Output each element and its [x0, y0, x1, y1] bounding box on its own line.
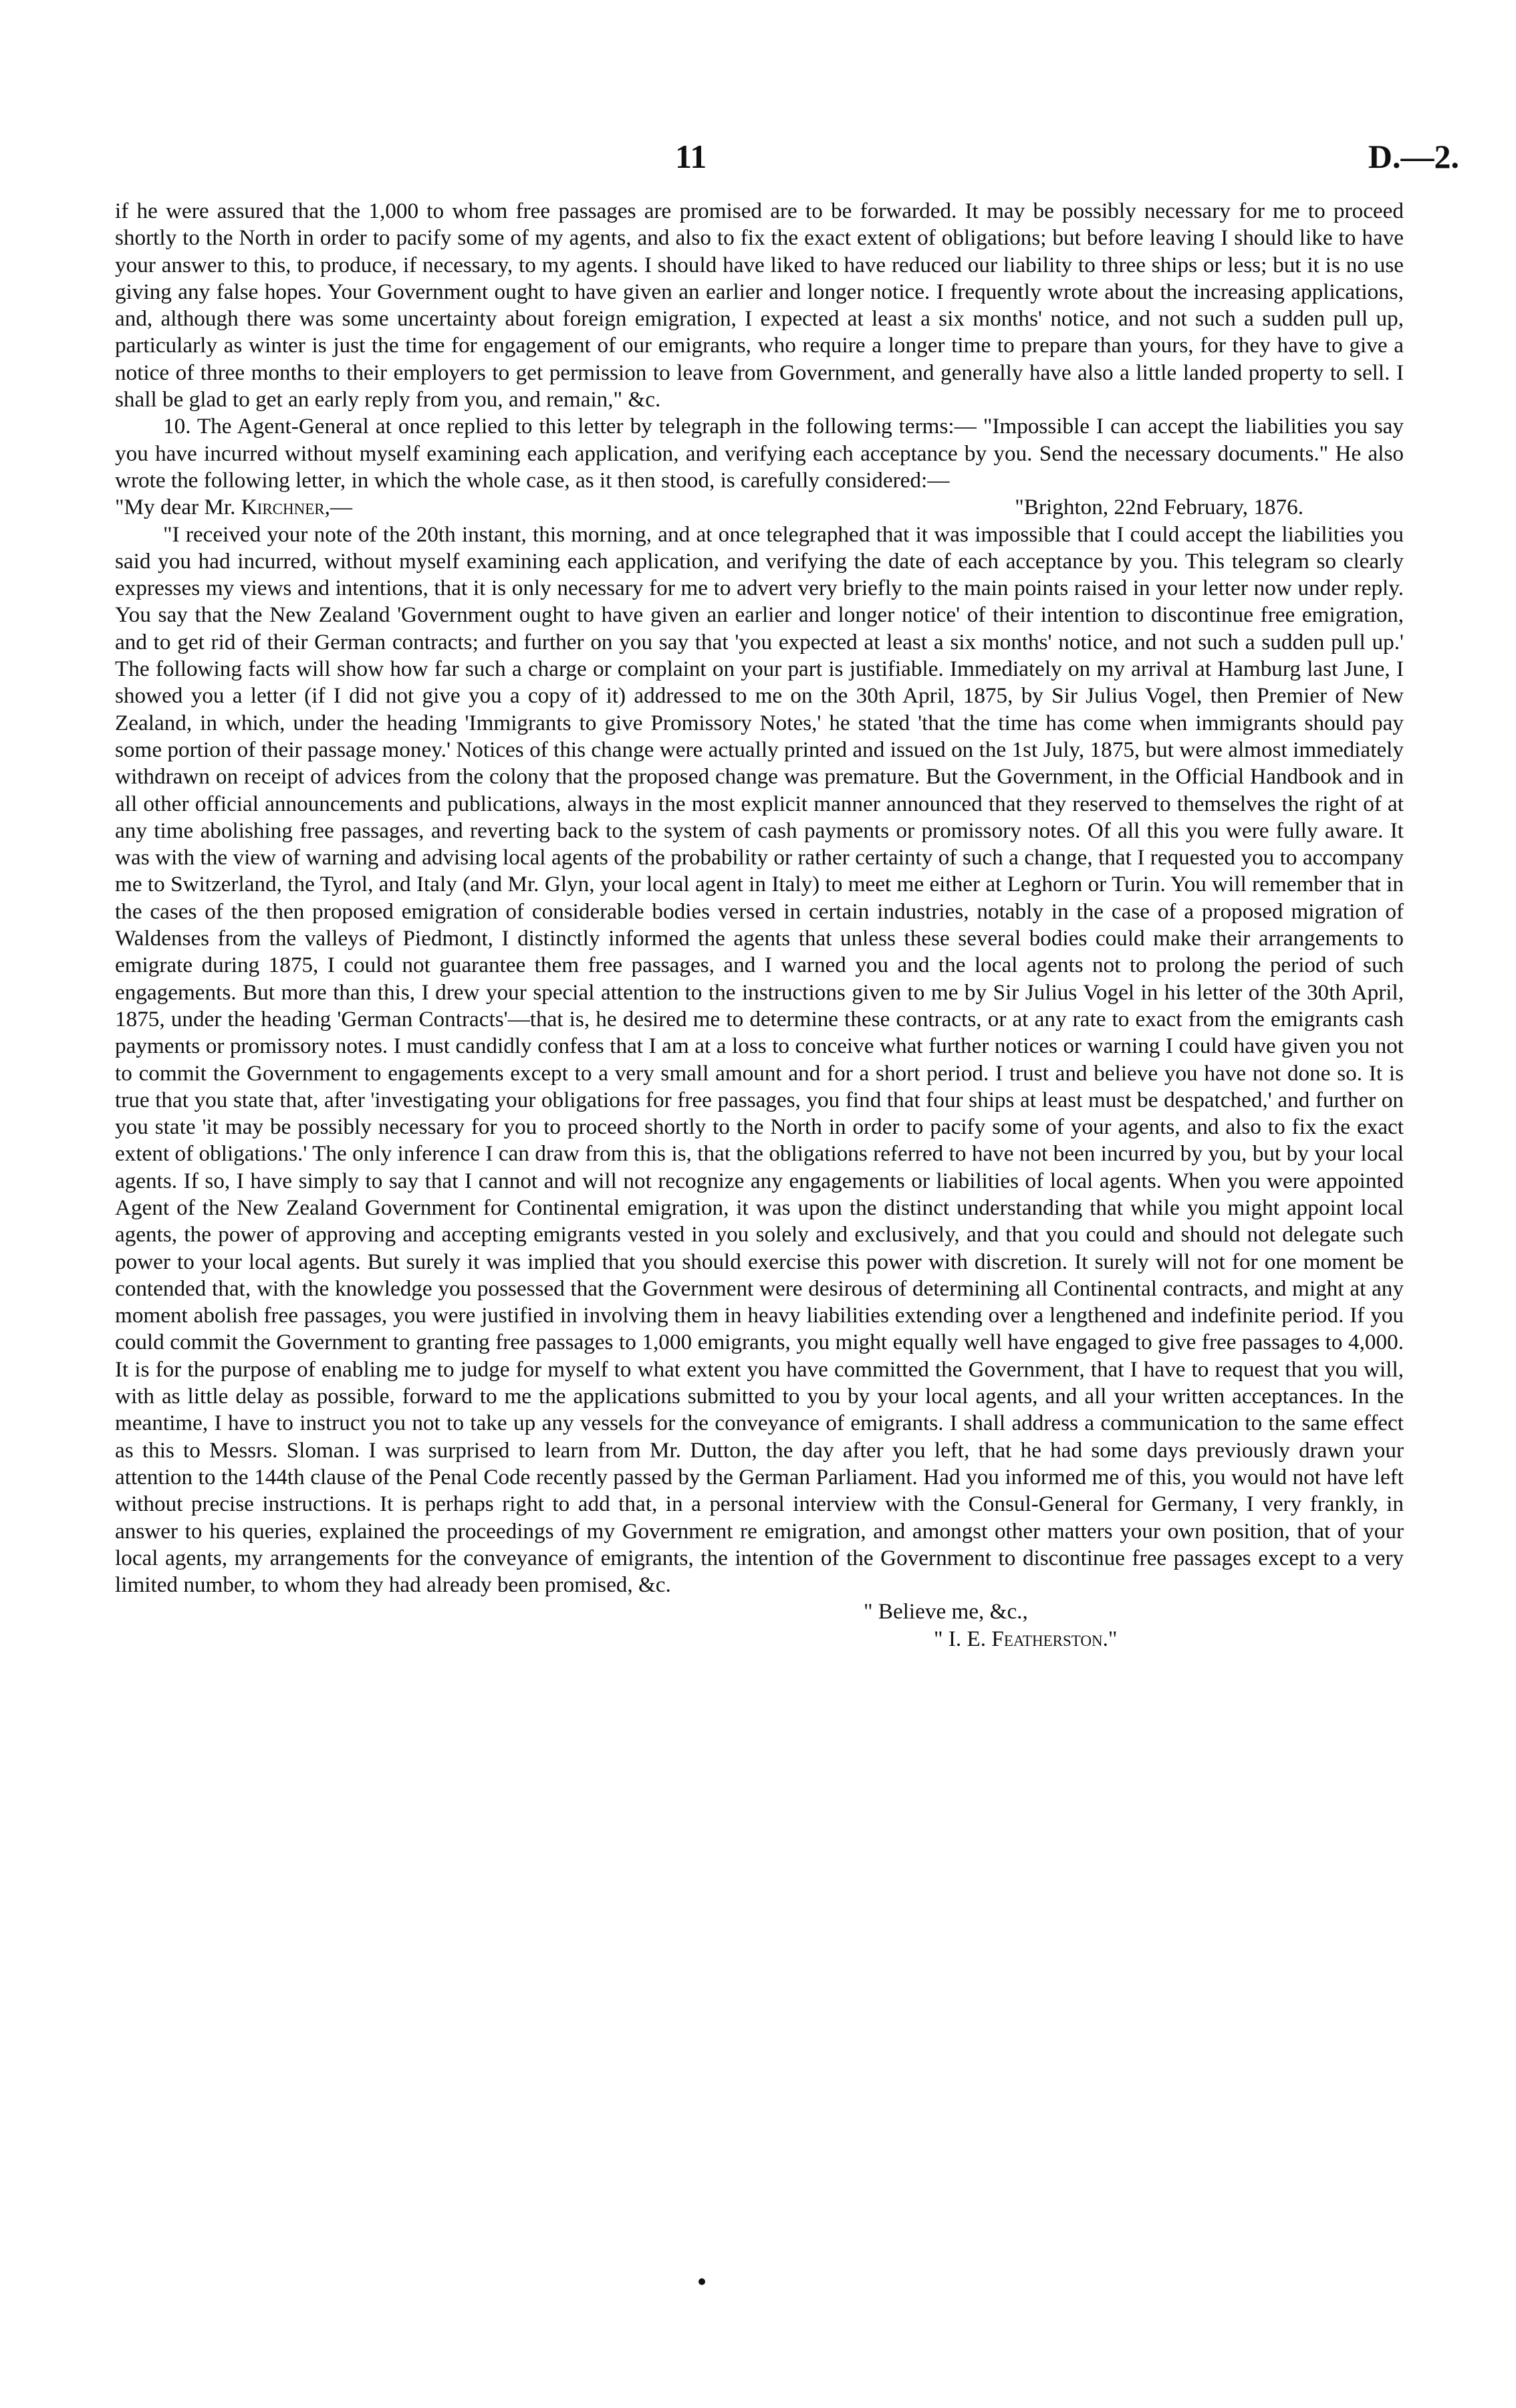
salutation-name: Kirchner,— — [241, 495, 353, 520]
paragraph-continuation: if he were assured that the 1,000 to whom free passages are promised are to be forwarded. It may be possibly necessary for me to proceed shortly to the North in order to pacify some of my agents, and also to fix the exact extent of obligations; but before leaving I should like to have your answer to this, to produce, if necessary, to my agents. I should have liked to have reduced our liability to three ships or less; but it is no use giving any false hopes. Your Government ought to have given an earlier and longer notice. I frequently wrote about the increasing applications, and, although there was some uncertainty about foreign emigration, I expected at least a six months' notice, and not such a sudden pull up, particularly as winter is just the time for engagement of our emigrants, who require a longer time to prepare than yours, for they have to give a notice of three months to their employers to get permission to leave from Government, and generally have also a little landed property to sell. I shall be glad to get an early reply from you, and remain," &c. — [115, 199, 1404, 412]
letter-salutation — [115, 494, 352, 521]
letter-closing: " Believe me, &c., — [864, 1599, 1028, 1624]
paragraph-10: 10. The Agent-General at once replied to this letter by telegraph in the following terms:— "Impossible I can accept the liabilities you say you have incurred without myself examining each application, and verifying each acceptance by you. Send the necessary documents." He also wrote the following letter, in which the whole case, as it then stood, is carefully considered:— — [115, 414, 1404, 493]
letter-signature: " I. E. Featherston." — [934, 1626, 1118, 1651]
footer-dot-mark — [699, 2278, 705, 2285]
document-reference: D.—2. — [1368, 138, 1459, 175]
letter-dateline: "Brighton, 22nd February, 1876. — [1015, 495, 1303, 520]
page-number: 11 — [675, 138, 707, 175]
letter-heading — [115, 494, 1404, 521]
document-body — [115, 198, 1404, 1653]
letter-body: "I received your note of the 20th instant, this morning, and at once telegraphed that it was impossible that I could accept the liabilities you said you had incurred, without myself examining each application, and verifying the date of each acceptance by you. This telegram so clearly expresses my views and intentions, that it is only necessary for me to advert very briefly to the main points raised in your letter now under reply. You say that the New Zealand 'Government ought to have given an earlier and longer notice' of their intention to discontinue free emigration, and to get rid of their German contracts; and further on you say that 'you expected at least a six months' notice, and not such a sudden pull up.' The following facts will show how far such a charge or complaint on your part is justifiable. Immediately on my arrival at Hamburg last June, I showed you a letter (if I did not give you a copy of it) addressed to me on the 30th April, 1875, by Sir Julius Vogel, then Premier of New Zealand, in which, under the heading 'Immigrants to give Promissory Notes,' he stated 'that the time has come when immigrants should pay some portion of their passage money.' Notices of this change were actually printed and issued on the 1st July, 1875, but were almost immediately withdrawn on receipt of advices from the colony that the proposed change was premature. But the Government, in the Official Handbook and in all other official announcements and publications, always in the most explicit manner announced that they reserved to themselves the right of at any time abolishing free passages, and reverting back to the system of cash payments or promissory notes. Of all this you were fully aware. It was with the view of warning and advising local agents of the probability or rather certainty of such a change, that I requested you to accompany me to Switzerland, the Tyrol, and Italy (and Mr. Glyn, your local agent in Italy) to meet me either at Leghorn or Turin. You will remember that in the cases of the then proposed emigration of considerable bodies versed in certain industries, notably in the case of a proposed migration of Waldenses from the valleys of Piedmont, I distinctly informed the agents that unless these several bodies could make their arrangements to emigrate during 1875, I could not guarantee them free passages, and I warned you and the local agents not to prolong the period of such engagements. But more than this, I drew your special attention to the instructions given to me by Sir Julius Vogel in his letter of the 30th April, 1875, under the heading 'German Contracts'—that is, he desired me to determine these contracts, or at any rate to exact from the emigrants cash payments or promissory notes. I must candidly confess that I am at a loss to conceive what further notices or warning I could have given you not to commit the Government to engagements except to a very small amount and for a short period. I trust and believe you have not done so. It is true that you state that, after 'investigating your obligations for free passages, you find that four ships at least must be despatched,' and further on you state 'it may be possibly necessary for you to proceed shortly to the North in order to pacify some of your agents, and also to fix the exact extent of obligations.' The only inference I can draw from this is, that the obligations referred to have not been incurred by you, but by your local agents. If so, I have simply to say that I cannot and will not recognize any engagements or liabilities of local agents. When you were appointed Agent of the New Zealand Government for Continental emigration, it was upon the distinct understanding that while you might appoint local agents, the power of approving and accepting emigrants vested in you solely and exclusively, and that you could and should not delegate such power to your local agents. But surely it was implied that you should exercise this power with discretion. It surely will not for one moment be contended that, with the knowledge you possessed that the Government were desirous of determining all Continental contracts, and might at any moment abolish free passages, you were justified in involving them in heavy liabilities extending over a lengthened and indefinite period. If you could commit the Government to granting free passages to 1,000 emigrants, you might equally well have engaged to give free passages to 4,000. It is for the purpose of enabling me to judge for myself to what extent you have committed the Government, that I have to request that you will, with as little delay as possible, forward to me the applications submitted to you by your local agents, and all your written acceptances. In the meantime, I have to instruct you not to take up any vessels for the conveyance of emigrants. I shall address a communication to the same effect as this to Messrs. Sloman. I was surprised to learn from Mr. Dutton, the day after you left, that he had some days previously drawn your attention to the 144th clause of the Penal Code recently passed by the German Parliament. Had you informed me of this, you would not have left without precise instructions. It is perhaps right to add that, in a personal interview with the Consul-General for Germany, I very frankly, in answer to his queries, explained the proceedings of my Government re emigration, and amongst other matters your own position, that of your local agents, my arrangements for the conveyance of emigrants, the intention of the Government to discontinue free passages except to a very limited number, to whom they had already been promised, &c. — [115, 521, 1404, 1598]
salutation-prefix: "My dear Mr. — [115, 495, 241, 520]
